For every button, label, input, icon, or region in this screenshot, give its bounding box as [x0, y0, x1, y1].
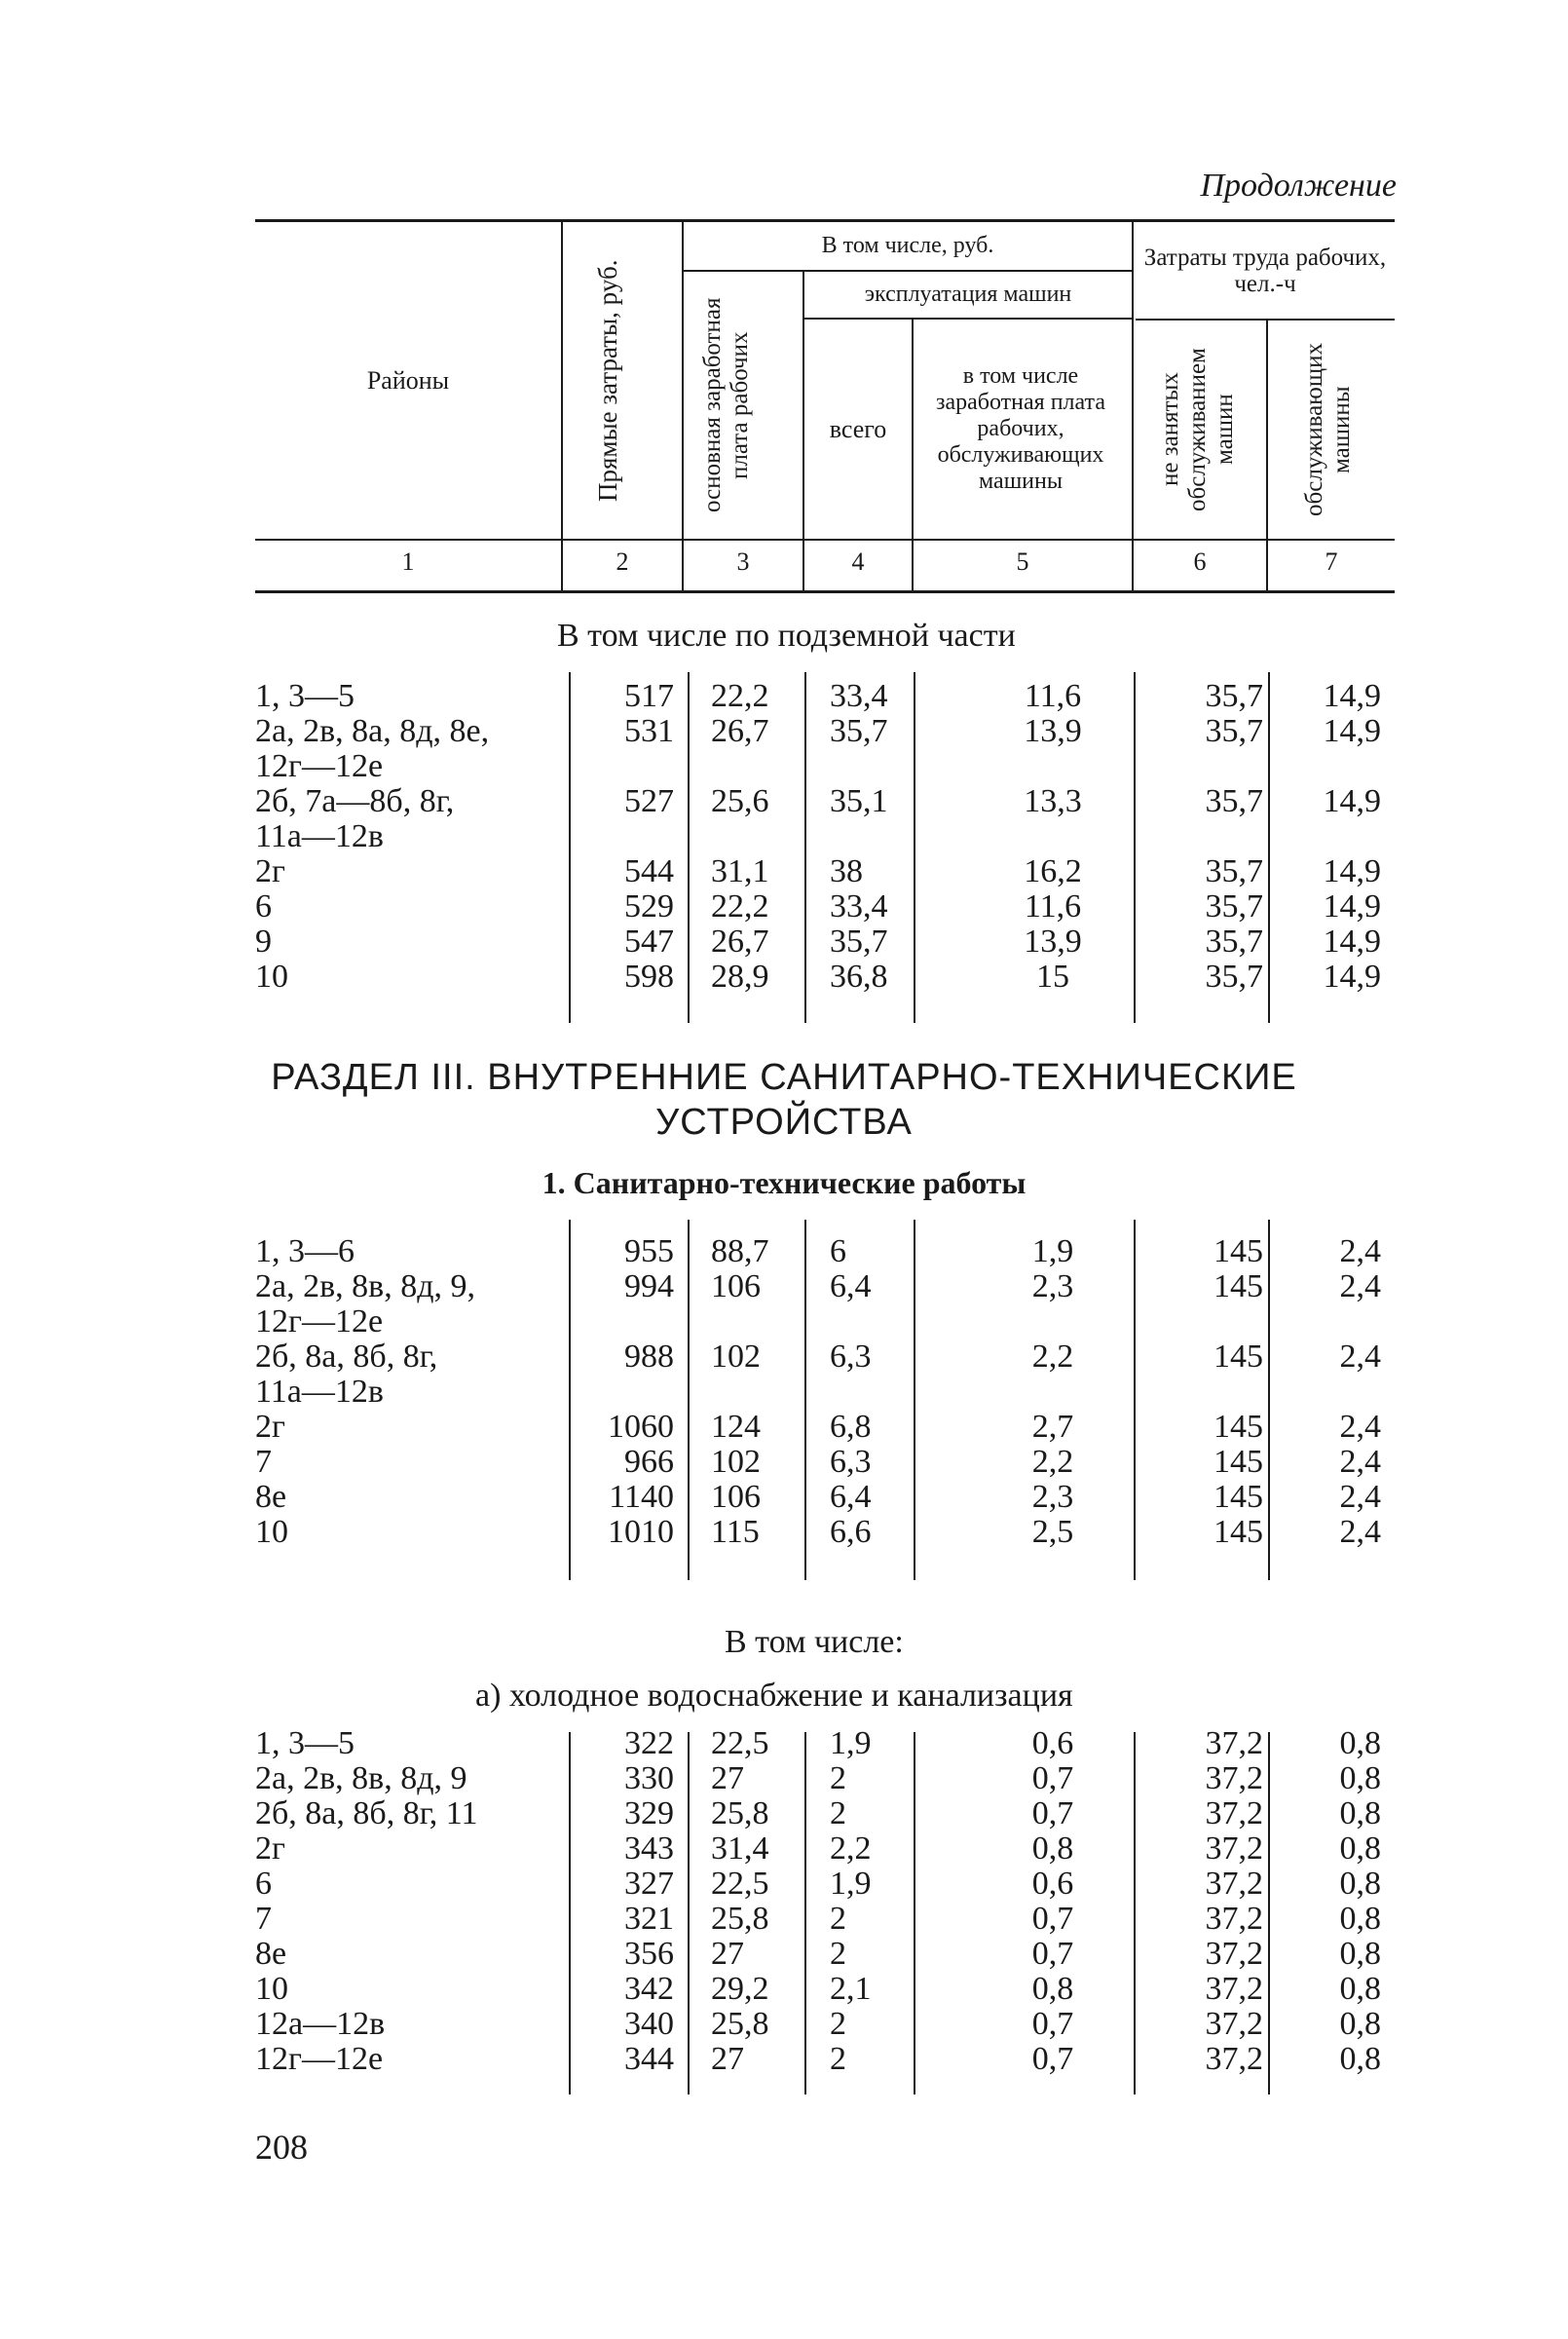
cell-rayon: 12а—12в [255, 2006, 386, 2042]
cell-pryamye: 966 [624, 1444, 674, 1480]
cell-obsluzh: 2,4 [1339, 1233, 1381, 1269]
header-vsego: всего [829, 415, 887, 443]
cell-pryamye: 994 [624, 1268, 674, 1304]
cell-zp-mashin: 2,5 [1031, 1514, 1074, 1550]
cell-ne-zanyatyh: 145 [1213, 1268, 1263, 1304]
cell-obsluzh: 2,4 [1339, 1479, 1381, 1515]
cell-rayon: 2б, 8а, 8б, 8г, [255, 1339, 438, 1375]
cell-pryamye: 342 [624, 1971, 674, 2007]
cell-ne-zanyatyh: 35,7 [1205, 713, 1263, 749]
cell-zp-mashin: 13,9 [1024, 713, 1082, 749]
cell-rayon: 2а, 2в, 8в, 8д, 9 [255, 1760, 467, 1796]
cell-obsluzh: 14,9 [1323, 888, 1381, 924]
cell-zp-mashin: 2,2 [1031, 1444, 1074, 1480]
header-obsluzhivayushchih-cell [1268, 321, 1395, 539]
header-pryamye: Прямые затраты, руб. [593, 259, 622, 502]
cell-obsluzh: 0,8 [1339, 1936, 1381, 1972]
cell-osnovnaya: 106 [711, 1479, 761, 1515]
cell-rayon: 1, 3—6 [255, 1233, 355, 1269]
cell-osnovnaya: 26,7 [711, 713, 769, 749]
cell-rayon: 10 [255, 1971, 288, 2007]
cell-zp-mashin: 0,7 [1031, 1901, 1074, 1937]
table-row [255, 1304, 1395, 1339]
cell-vsego: 2 [830, 2006, 846, 2042]
cell-vsego: 35,1 [830, 783, 888, 819]
table-row [255, 1269, 1395, 1304]
col-number-7: 7 [1325, 547, 1338, 576]
cell-obsluzh: 14,9 [1323, 959, 1381, 995]
page-number: 208 [255, 2128, 308, 2167]
cell-ne-zanyatyh: 35,7 [1205, 783, 1263, 819]
cell-zp-mashin: 0,8 [1031, 1971, 1074, 2007]
cell-obsluzh: 0,8 [1339, 1760, 1381, 1796]
cell-pryamye: 598 [624, 959, 674, 995]
cell-pryamye: 327 [624, 1866, 674, 1902]
cell-osnovnaya: 26,7 [711, 924, 769, 960]
cell-zp-mashin: 2,2 [1031, 1339, 1074, 1375]
cell-zp-mashin: 11,6 [1024, 888, 1082, 924]
cell-zp-mashin: 2,3 [1031, 1479, 1074, 1515]
table-row [255, 854, 1395, 889]
header-ne-zanyatyh-cell [1136, 321, 1266, 539]
section-title-line-2: УСТРОЙСТВА [655, 1102, 913, 1143]
cell-zp-mashin: 11,6 [1024, 678, 1082, 714]
cell-ne-zanyatyh: 37,2 [1205, 1725, 1263, 1761]
cell-rayon: 7 [255, 1444, 272, 1480]
cell-osnovnaya: 102 [711, 1444, 761, 1480]
header-ne-zanyatyh: не занятых обслуживанием машин [1157, 348, 1238, 511]
cell-pryamye: 1060 [608, 1409, 674, 1445]
header-obsluzhivayushchih: обслуживающих машины [1301, 343, 1355, 516]
cell-osnovnaya: 31,1 [711, 853, 769, 889]
cell-vsego: 38 [830, 853, 863, 889]
cell-obsluzh: 0,8 [1339, 1971, 1381, 2007]
cell-obsluzh: 2,4 [1339, 1444, 1381, 1480]
cell-osnovnaya: 25,8 [711, 1901, 769, 1937]
cell-zp-mashin: 15 [1036, 959, 1069, 995]
table-row [255, 960, 1395, 995]
cell-osnovnaya: 25,8 [711, 2006, 769, 2042]
cell-osnovnaya: 22,5 [711, 1866, 769, 1902]
cell-vsego: 2 [830, 1936, 846, 1972]
cell-ne-zanyatyh: 37,2 [1205, 1866, 1263, 1902]
cell-vsego: 1,9 [830, 1725, 872, 1761]
cell-pryamye: 343 [624, 1830, 674, 1867]
cell-rayon: 1, 3—5 [255, 1725, 355, 1761]
cell-rayon: 6 [255, 888, 272, 924]
cell-ne-zanyatyh: 35,7 [1205, 678, 1263, 714]
cell-pryamye: 321 [624, 1901, 674, 1937]
cell-pryamye: 547 [624, 924, 674, 960]
table-row [255, 819, 1395, 854]
header-ekspluataciya: эксплуатация машин [864, 282, 1072, 307]
cell-ne-zanyatyh: 35,7 [1205, 853, 1263, 889]
cell-obsluzh: 0,8 [1339, 1901, 1381, 1937]
cell-pryamye: 340 [624, 2006, 674, 2042]
cell-zp-mashin: 0,7 [1031, 1795, 1074, 1831]
cell-osnovnaya: 115 [711, 1514, 760, 1550]
cell-osnovnaya: 88,7 [711, 1233, 769, 1269]
cell-obsluzh: 0,8 [1339, 1830, 1381, 1867]
cell-zp-mashin: 0,6 [1031, 1725, 1074, 1761]
cell-ne-zanyatyh: 145 [1213, 1479, 1263, 1515]
cell-pryamye: 322 [624, 1725, 674, 1761]
cell-vsego: 6,4 [830, 1479, 872, 1515]
cell-zp-mashin: 13,3 [1024, 783, 1082, 819]
table-row [255, 1515, 1395, 1550]
cell-rayon: 11а—12в [255, 818, 384, 854]
cell-obsluzh: 14,9 [1323, 783, 1381, 819]
table-row [255, 889, 1395, 924]
cell-vsego: 35,7 [830, 924, 888, 960]
table-row [255, 749, 1395, 784]
cell-obsluzh: 2,4 [1339, 1409, 1381, 1445]
cell-osnovnaya: 27 [711, 1760, 744, 1796]
table-row [255, 2042, 1395, 2077]
cell-osnovnaya: 22,2 [711, 678, 769, 714]
cell-zp-mashin: 2,3 [1031, 1268, 1074, 1304]
cell-zp-mashin: 0,8 [1031, 1830, 1074, 1867]
cell-zp-mashin: 0,7 [1031, 1936, 1074, 1972]
cell-vsego: 2,2 [830, 1830, 872, 1867]
block1-title: В том числе по подземной части [557, 618, 1016, 654]
cell-rayon: 2г [255, 853, 285, 889]
section-subtitle: 1. Санитарно-технические работы [541, 1165, 1027, 1200]
cell-pryamye: 527 [624, 783, 674, 819]
cell-osnovnaya: 102 [711, 1339, 761, 1375]
cell-ne-zanyatyh: 35,7 [1205, 959, 1263, 995]
cell-osnovnaya: 29,2 [711, 1971, 769, 2007]
cell-pryamye: 955 [624, 1233, 674, 1269]
cell-ne-zanyatyh: 145 [1213, 1233, 1263, 1269]
cell-osnovnaya: 25,8 [711, 1795, 769, 1831]
table-row [255, 784, 1395, 819]
cell-pryamye: 1140 [609, 1479, 674, 1515]
cell-obsluzh: 14,9 [1323, 924, 1381, 960]
header-osnovnaya-cell [684, 272, 803, 539]
cell-pryamye: 529 [624, 888, 674, 924]
table-row [255, 714, 1395, 749]
cell-pryamye: 544 [624, 853, 674, 889]
numbers-bottom-rule [255, 590, 1395, 593]
cell-vsego: 33,4 [830, 678, 888, 714]
cell-vsego: 33,4 [830, 888, 888, 924]
cell-zp-mashin: 0,6 [1031, 1866, 1074, 1902]
table-row [255, 924, 1395, 960]
header-v-tom-chisle: В том числе, руб. [821, 233, 994, 258]
table-row [255, 1937, 1395, 1972]
table-row [255, 1480, 1395, 1515]
block3-title: а) холодное водоснабжение и канализация [475, 1678, 1073, 1714]
cell-zp-mashin: 0,7 [1031, 1760, 1074, 1796]
cell-obsluzh: 2,4 [1339, 1339, 1381, 1375]
table-row [255, 1796, 1395, 1831]
col-number-2: 2 [616, 547, 629, 576]
cell-vsego: 2 [830, 2041, 846, 2077]
cell-rayon: 11а—12в [255, 1374, 384, 1410]
cell-vsego: 2 [830, 1760, 846, 1796]
cell-obsluzh: 14,9 [1323, 853, 1381, 889]
cell-vsego: 6,3 [830, 1339, 872, 1375]
table-row [255, 1726, 1395, 1761]
cell-zp-mashin: 1,9 [1031, 1233, 1074, 1269]
cell-rayon: 1, 3—5 [255, 678, 355, 714]
cell-osnovnaya: 124 [711, 1409, 761, 1445]
block3-intro: В том числе: [725, 1624, 904, 1660]
cell-osnovnaya: 22,5 [711, 1725, 769, 1761]
header-pryamye-cell [563, 222, 682, 539]
cell-osnovnaya: 22,2 [711, 888, 769, 924]
cell-rayon: 10 [255, 1514, 288, 1550]
cell-pryamye: 329 [624, 1795, 674, 1831]
cell-pryamye: 517 [624, 678, 674, 714]
cell-rayon: 10 [255, 959, 288, 995]
cell-vsego: 6,8 [830, 1409, 872, 1445]
header-v-tom-chisle-zp: в том числе заработная плата рабочих, обслуживающих машины [936, 363, 1105, 494]
cell-rayon: 2г [255, 1409, 285, 1445]
cell-ne-zanyatyh: 37,2 [1205, 1971, 1263, 2007]
cell-vsego: 1,9 [830, 1866, 872, 1902]
cell-vsego: 36,8 [830, 959, 888, 995]
cell-rayon: 2г [255, 1830, 285, 1867]
table-row [255, 1410, 1395, 1445]
cell-rayon: 2а, 2в, 8в, 8д, 9, [255, 1268, 475, 1304]
table-row [255, 679, 1395, 714]
cell-zp-mashin: 2,7 [1031, 1409, 1074, 1445]
col-number-5: 5 [1016, 547, 1029, 576]
cell-pryamye: 344 [624, 2041, 674, 2077]
cell-vsego: 6 [830, 1233, 846, 1269]
cell-pryamye: 356 [624, 1936, 674, 1972]
cell-osnovnaya: 28,9 [711, 959, 769, 995]
cell-rayon: 2б, 8а, 8б, 8г, 11 [255, 1795, 478, 1831]
table-row [255, 1972, 1395, 2007]
cell-pryamye: 1010 [608, 1514, 674, 1550]
cell-obsluzh: 0,8 [1339, 1866, 1381, 1902]
section-title-line-1: РАЗДЕЛ III. ВНУТРЕННИЕ САНИТАРНО-ТЕХНИЧЕСКИЕ [271, 1057, 1297, 1098]
cell-ne-zanyatyh: 37,2 [1205, 1901, 1263, 1937]
cell-vsego: 6,6 [830, 1514, 872, 1550]
cell-ne-zanyatyh: 145 [1213, 1339, 1263, 1375]
cell-rayon: 2а, 2в, 8а, 8д, 8е, [255, 713, 490, 749]
table-row [255, 2007, 1395, 2042]
cell-vsego: 35,7 [830, 713, 888, 749]
cell-ne-zanyatyh: 37,2 [1205, 1830, 1263, 1867]
cell-rayon: 7 [255, 1901, 272, 1937]
cell-osnovnaya: 106 [711, 1268, 761, 1304]
table-row [255, 1445, 1395, 1480]
continuation-label: Продолжение [1200, 168, 1397, 204]
header-vline-5 [1132, 222, 1134, 590]
header-osnovnaya: основная заработная плата рабочих [699, 297, 753, 513]
cell-pryamye: 988 [624, 1339, 674, 1375]
cell-ne-zanyatyh: 37,2 [1205, 2006, 1263, 2042]
table-row [255, 1761, 1395, 1796]
cell-obsluzh: 0,8 [1339, 1795, 1381, 1831]
cell-zp-mashin: 0,7 [1031, 2006, 1074, 2042]
cell-ne-zanyatyh: 37,2 [1205, 1795, 1263, 1831]
cell-osnovnaya: 27 [711, 1936, 744, 1972]
cell-pryamye: 531 [624, 713, 674, 749]
cell-rayon: 2б, 7а—8б, 8г, [255, 783, 455, 819]
cell-pryamye: 330 [624, 1760, 674, 1796]
cell-rayon: 12г—12е [255, 748, 384, 784]
cell-obsluzh: 0,8 [1339, 2041, 1381, 2077]
cell-zp-mashin: 0,7 [1031, 2041, 1074, 2077]
cell-rayon: 9 [255, 924, 272, 960]
cell-ne-zanyatyh: 35,7 [1205, 924, 1263, 960]
cell-obsluzh: 14,9 [1323, 678, 1381, 714]
header-bottom-rule [255, 539, 1395, 541]
cell-ne-zanyatyh: 35,7 [1205, 888, 1263, 924]
cell-rayon: 12г—12е [255, 2041, 384, 2077]
table-row [255, 1339, 1395, 1375]
cell-obsluzh: 14,9 [1323, 713, 1381, 749]
cell-ne-zanyatyh: 37,2 [1205, 1760, 1263, 1796]
cell-obsluzh: 2,4 [1339, 1268, 1381, 1304]
cell-ne-zanyatyh: 37,2 [1205, 2041, 1263, 2077]
cell-osnovnaya: 31,4 [711, 1830, 769, 1867]
cell-osnovnaya: 27 [711, 2041, 744, 2077]
table-row [255, 1375, 1395, 1410]
cell-ne-zanyatyh: 37,2 [1205, 1936, 1263, 1972]
cell-zp-mashin: 13,9 [1024, 924, 1082, 960]
table-row [255, 1902, 1395, 1937]
cell-rayon: 8е [255, 1936, 287, 1972]
cell-osnovnaya: 25,6 [711, 783, 769, 819]
table-row [255, 1234, 1395, 1269]
cell-rayon: 8е [255, 1479, 287, 1515]
col-number-1: 1 [401, 547, 415, 576]
cell-obsluzh: 2,4 [1339, 1514, 1381, 1550]
cell-rayon: 12г—12е [255, 1303, 384, 1339]
table-row [255, 1831, 1395, 1867]
col-number-4: 4 [851, 547, 865, 576]
col-number-3: 3 [736, 547, 750, 576]
header-rayony: Районы [366, 366, 450, 395]
header-zatraty-truda: Затраты труда рабочих, чел.-ч [1143, 244, 1387, 297]
col-number-6: 6 [1193, 547, 1207, 576]
cell-ne-zanyatyh: 145 [1213, 1444, 1263, 1480]
cell-vsego: 2 [830, 1901, 846, 1937]
cell-ne-zanyatyh: 145 [1213, 1514, 1263, 1550]
cell-vsego: 6,4 [830, 1268, 872, 1304]
cell-vsego: 2 [830, 1795, 846, 1831]
cell-ne-zanyatyh: 145 [1213, 1409, 1263, 1445]
cell-zp-mashin: 16,2 [1024, 853, 1082, 889]
cell-obsluzh: 0,8 [1339, 2006, 1381, 2042]
cell-vsego: 6,3 [830, 1444, 872, 1480]
cell-rayon: 6 [255, 1866, 272, 1902]
cell-vsego: 2,1 [830, 1971, 872, 2007]
cell-obsluzh: 0,8 [1339, 1725, 1381, 1761]
table-row [255, 1867, 1395, 1902]
